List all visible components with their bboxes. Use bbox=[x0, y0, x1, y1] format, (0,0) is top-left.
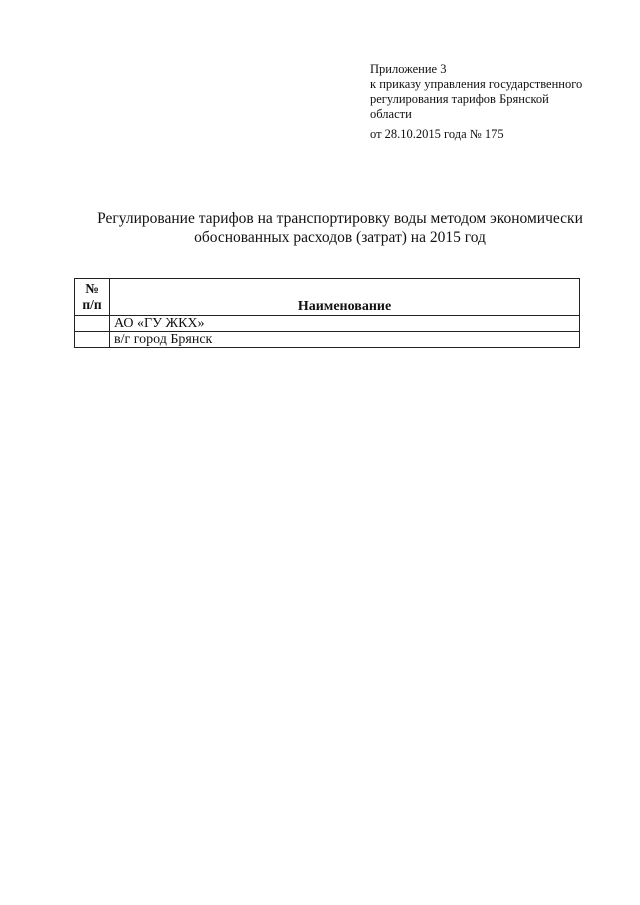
column-header-number-abbr: п/п bbox=[82, 297, 102, 312]
row-number-cell bbox=[75, 316, 110, 332]
title-line-2: обоснованных расходов (затрат) на 2015 год bbox=[194, 229, 486, 246]
table-row bbox=[75, 332, 580, 348]
appendix-header bbox=[370, 62, 620, 142]
row-name-cell: в/г город Брянск bbox=[110, 332, 580, 348]
document-title bbox=[60, 209, 620, 247]
column-header-name: Наименование bbox=[110, 279, 580, 316]
organizations-table bbox=[74, 278, 580, 348]
appendix-region: области bbox=[370, 107, 412, 121]
appendix-number: Приложение 3 bbox=[370, 62, 447, 76]
column-header-number bbox=[75, 279, 110, 316]
row-name-cell: АО «ГУ ЖКХ» bbox=[110, 316, 580, 332]
table-header-row bbox=[75, 279, 580, 316]
row-number-cell bbox=[75, 332, 110, 348]
title-line-1: Регулирование тарифов на транспортировку воды методом экономически bbox=[97, 210, 583, 227]
column-header-number-sign: № bbox=[85, 281, 99, 296]
appendix-authority: регулирования тарифов Брянской bbox=[370, 92, 549, 106]
table-row bbox=[75, 316, 580, 332]
appendix-date-number: от 28.10.2015 года № 175 bbox=[370, 127, 504, 141]
appendix-order-ref: к приказу управления государственного bbox=[370, 77, 583, 91]
